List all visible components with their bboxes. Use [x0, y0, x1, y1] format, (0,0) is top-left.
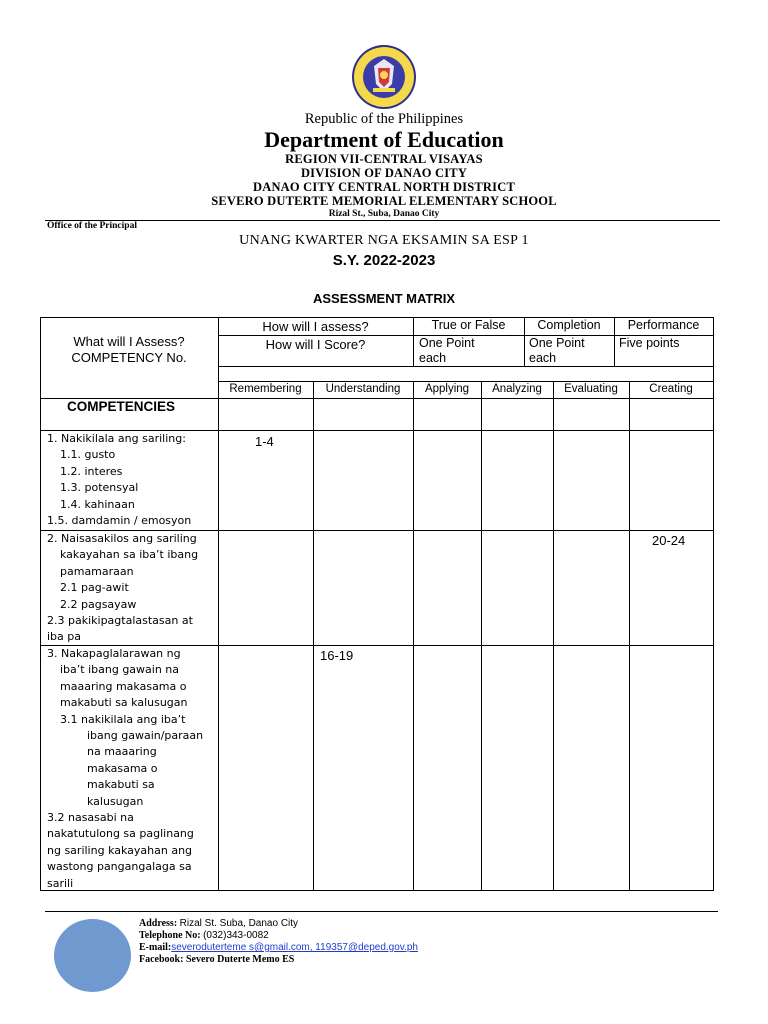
footer-facebook [139, 954, 294, 965]
competency-line: iba pa [47, 630, 81, 644]
competency-line: makabuti sa kalusugan [60, 696, 188, 710]
competency-line: 1.3. potensyal [60, 481, 139, 495]
table-gridline [413, 381, 414, 891]
competency-line: 2.3 pakikipagtalastasan at [47, 614, 193, 628]
office-label: Office of the Principal [47, 221, 137, 231]
competency-line: 1.5. damdamin / emosyon [47, 514, 192, 528]
competency-line: sarili [47, 876, 74, 890]
school-name: SEVERO DUTERTE MEMORIAL ELEMENTARY SCHOOL [211, 194, 557, 208]
department-title: Department of Education [264, 127, 504, 152]
competency-1 [47, 431, 191, 529]
score-completion-line1: One Point [529, 336, 585, 350]
level-analyzing: Analyzing [492, 383, 542, 395]
competency-line: 1. Nakikilala ang sariling: [47, 432, 186, 445]
table-border [40, 317, 41, 891]
level-evaluating: Evaluating [564, 383, 618, 395]
table-gridline [313, 381, 314, 891]
competencies-header: COMPETENCIES [67, 399, 176, 414]
competency-line: 3. Nakapaglalarawan ng [47, 647, 181, 660]
score-true-false-line2: each [419, 351, 447, 365]
republic-line: Republic of the Philippines [304, 111, 464, 127]
district-line: DANAO CITY CENTRAL NORTH DISTRICT [253, 180, 515, 194]
item-range-row-3: 16-19 [320, 648, 354, 663]
competency-line: 1.2. interes [60, 464, 123, 478]
level-applying: Applying [424, 383, 470, 395]
facebook-value: Severo Duterte Memo ES [185, 954, 295, 965]
facebook-label: Facebook: [139, 954, 184, 965]
competency-no-label: COMPETENCY No. [71, 350, 187, 365]
type-completion: Completion [537, 318, 601, 332]
competency-line: iba’t ibang gawain na [60, 663, 180, 677]
exam-title: UNANG KWARTER NGA EKSAMIN SA ESP 1 [239, 233, 529, 248]
competency-line: 2. Naisasakilos ang sariling [47, 532, 197, 545]
score-completion-line2: each [529, 351, 557, 365]
how-assess-label: How will I assess? [262, 319, 369, 334]
level-creating: Creating [649, 383, 693, 395]
table-gridline [553, 381, 554, 891]
phone-value: (032)343-0082 [203, 930, 269, 941]
matrix-title: ASSESSMENT MATRIX [312, 291, 456, 306]
footer-phone [139, 930, 269, 941]
table-gridline [218, 381, 714, 382]
table-border [713, 317, 714, 891]
competency-line: 1.1. gusto [60, 448, 116, 462]
division-line: DIVISION OF DANAO CITY [300, 166, 468, 180]
competency-line: maaaring makasama o [60, 679, 187, 693]
table-gridline [629, 381, 630, 891]
table-gridline [218, 381, 219, 891]
competency-line: makasama o [87, 761, 158, 775]
region-line: REGION VII-CENTRAL VISAYAS [285, 152, 483, 166]
school-address: Rizal St., Suba, Danao City [328, 209, 440, 219]
competency-line: 2.1 pag-awit [60, 581, 129, 595]
footer-address [139, 918, 298, 929]
address-value: Rizal St. Suba, Danao City [179, 918, 299, 929]
header-divider [45, 220, 720, 221]
competency-line: na maaaring [87, 745, 157, 759]
competency-line: ibang gawain/paraan [87, 729, 204, 743]
footer-logo-circle [54, 919, 131, 992]
what-assess-label: What will I Assess? [73, 334, 185, 349]
item-range-row-1: 1-4 [255, 434, 274, 449]
item-range-row-2: 20-24 [652, 533, 686, 548]
score-true-false-line1: One Point [419, 336, 475, 350]
level-remembering: Remembering [229, 383, 302, 395]
competency-line: wastong pangangalaga sa [47, 860, 192, 874]
competency-line: 3.2 nasasabi na [47, 811, 134, 825]
footer-email [139, 942, 418, 953]
level-understanding: Understanding [325, 383, 401, 395]
competency-line: pamamaraan [60, 564, 134, 578]
table-gridline [481, 381, 482, 891]
address-label: Address: [139, 918, 178, 929]
competency-line: 2.2 pagsayaw [60, 597, 137, 611]
competency-line: kalusugan [87, 794, 144, 808]
type-true-false: True or False [431, 318, 506, 332]
competency-line: 1.4. kahinaan [60, 497, 135, 511]
competency-line: 3.1 nakikilala ang iba’t [60, 712, 186, 726]
competency-line: makabuti sa [87, 778, 155, 792]
competency-line: nakatutulong sa paglinang [47, 827, 194, 841]
deped-seal-logo [351, 44, 417, 110]
school-year: S.Y. 2022-2023 [332, 252, 436, 269]
competency-line: ng sariling kakayahan ang [47, 843, 193, 857]
email-label: E-mail: [139, 942, 172, 953]
footer-divider [45, 911, 718, 912]
competency-3 [47, 646, 203, 892]
competency-2 [47, 531, 198, 646]
competency-line: kakayahan sa iba’t ibang [60, 548, 199, 562]
email-link[interactable]: severoduterteme s@gmail.com, 119357@deped.gov.ph [171, 942, 418, 953]
how-score-label: How will I Score? [265, 337, 366, 352]
phone-label: Telephone No: [139, 930, 201, 941]
score-performance: Five points [619, 336, 680, 350]
table-gridline [218, 366, 714, 367]
type-performance: Performance [627, 318, 700, 332]
